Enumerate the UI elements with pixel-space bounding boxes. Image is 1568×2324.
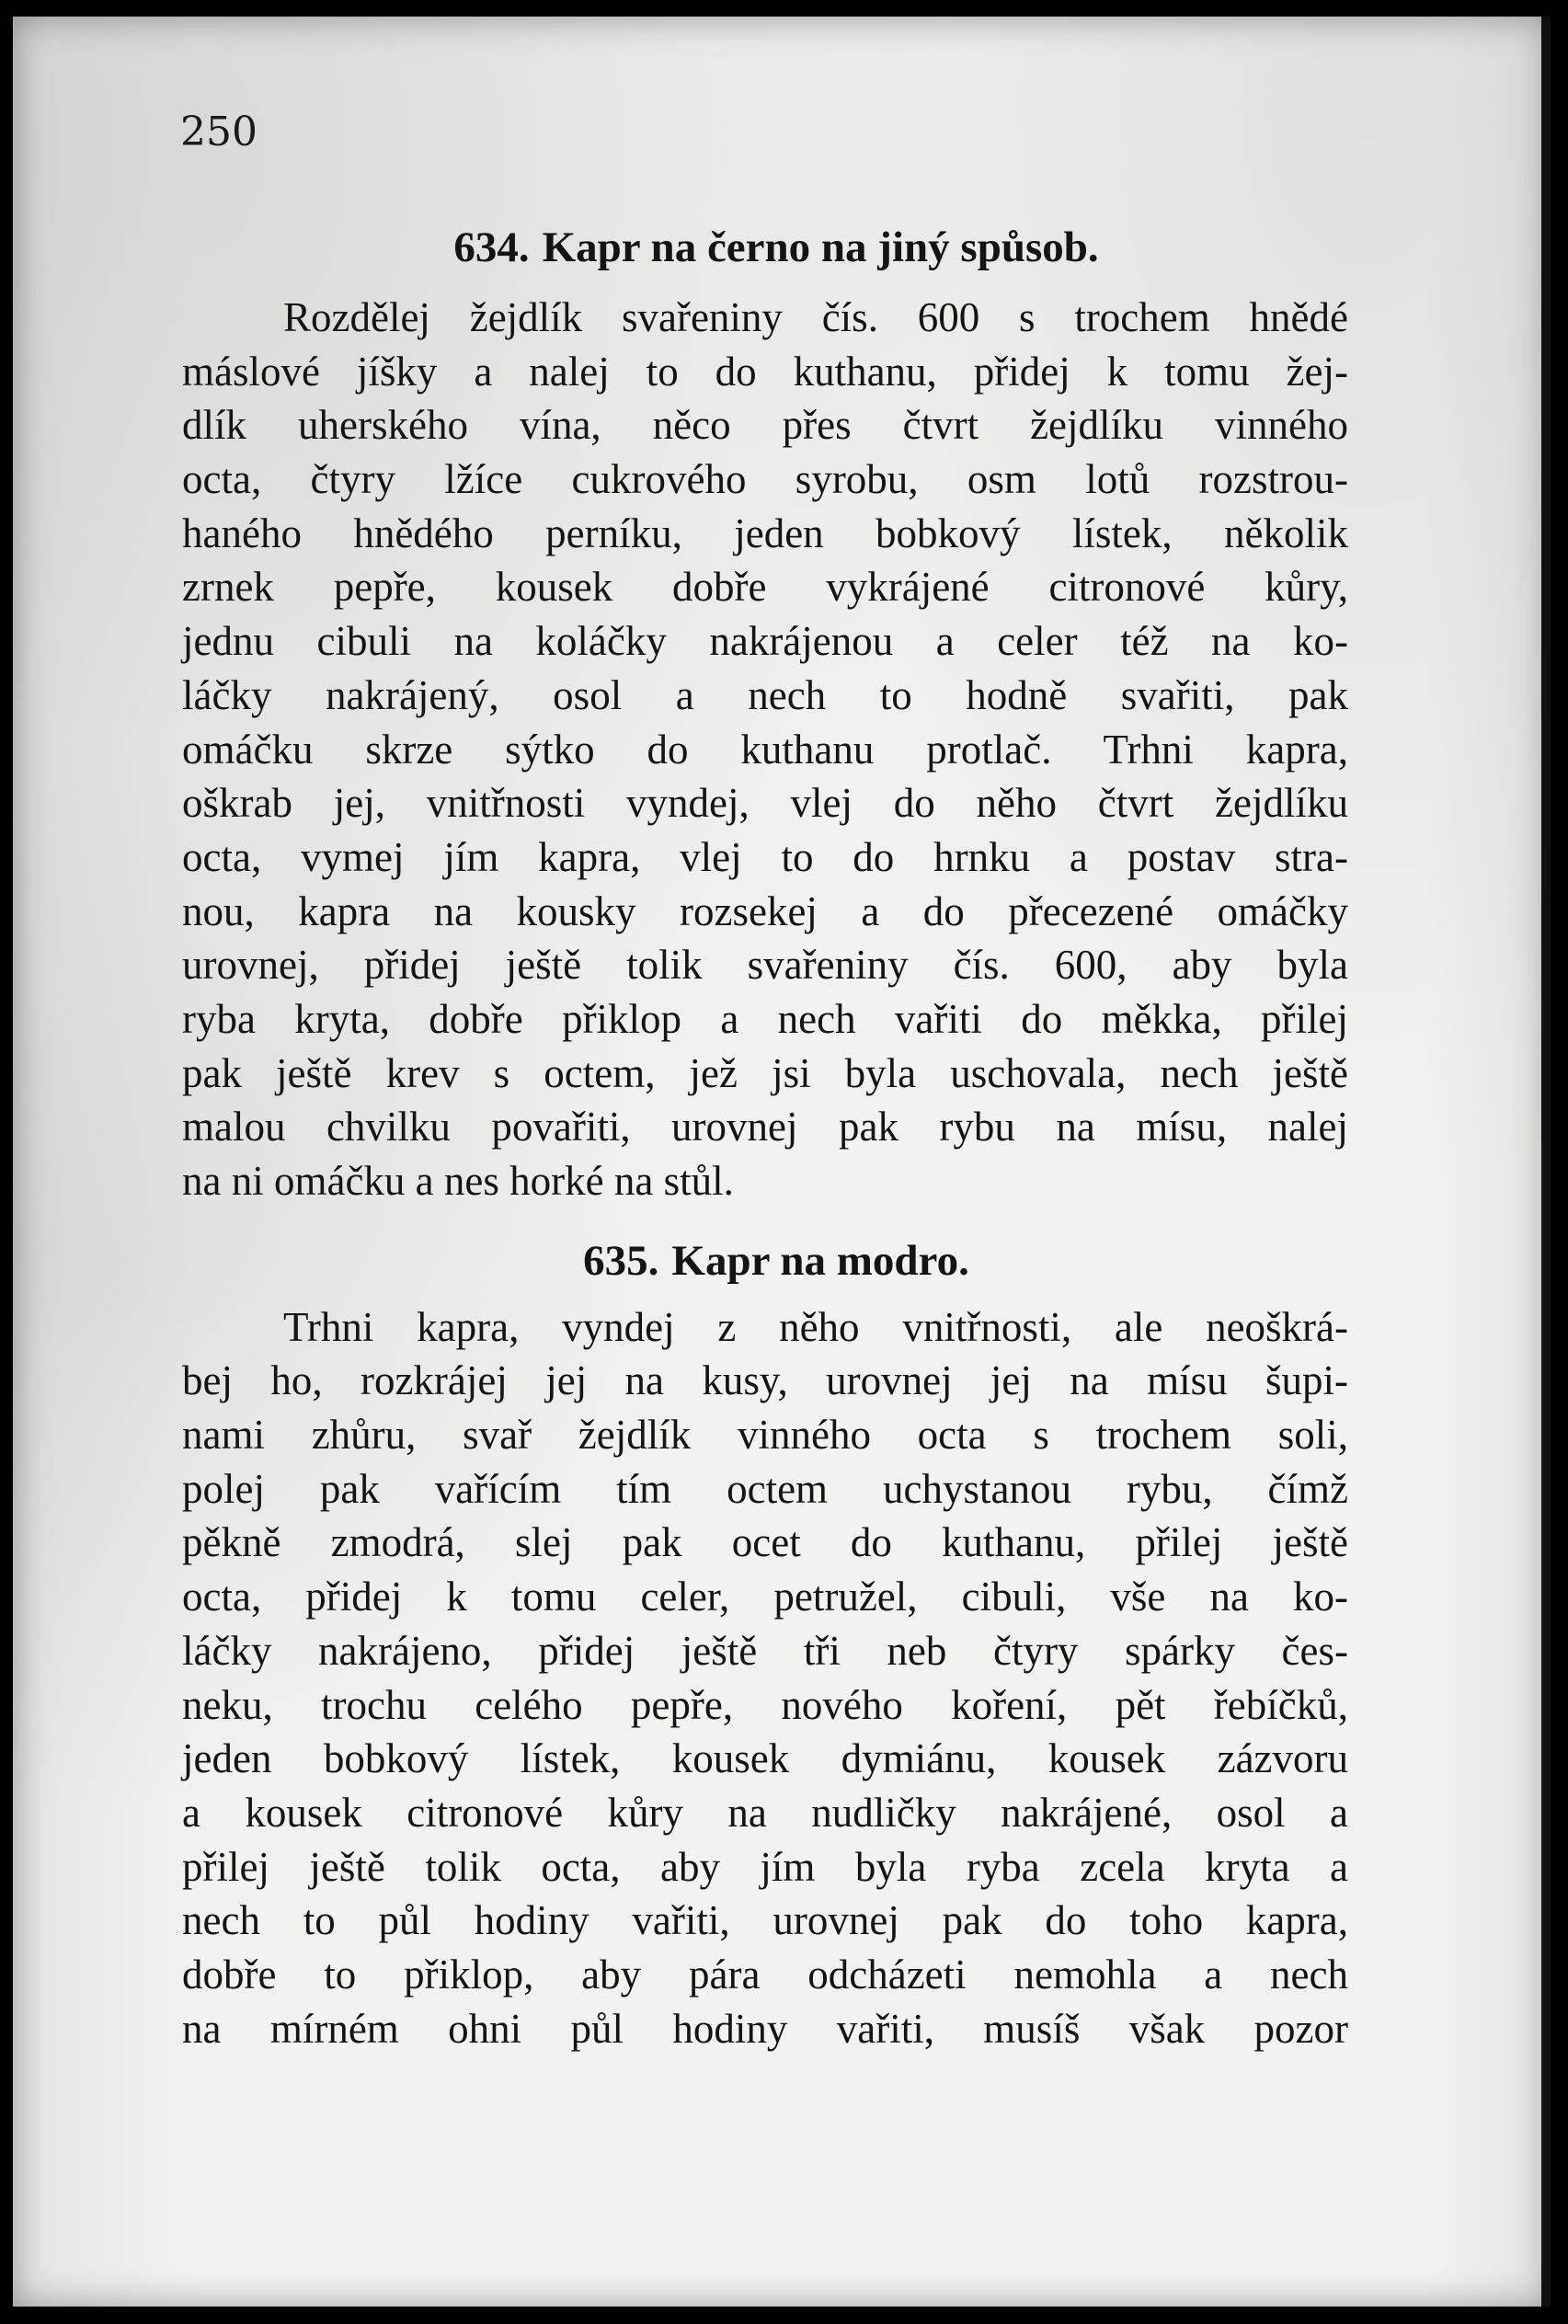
text-line: přilej ještě tolik octa, aby jím byla ryba zcela kryta a [182, 1843, 1348, 1890]
text-line: Trhni kapra, vyndej z něho vnitřnosti, ale neoškrá- [283, 1303, 1348, 1350]
recipe-title: Kapr na černo na jiný spůsob. [542, 223, 1099, 271]
text-line: a kousek citronové kůry na nudličky nakrájené, osol a [182, 1789, 1348, 1836]
text-line: dlík uherského vína, něco přes čtvrt žejdlíku vinného [182, 402, 1348, 449]
text-line: haného hnědého perníku, jeden bobkový lístek, několik [182, 509, 1348, 556]
text-line: polej pak vařícím tím octem uchystanou rybu, čímž [182, 1465, 1348, 1512]
text-line: na mírném ohni půl hodiny vařiti, musíš však pozor [182, 2005, 1348, 2052]
page-edge-shadow [1541, 17, 1551, 2307]
text-line: oškrab jej, vnitřnosti vyndej, vlej do něho čtvrt žejdlíku [182, 780, 1348, 827]
text-line: urovnej, přidej ještě tolik svařeniny čís. 600, aby byla [182, 942, 1348, 989]
page-text [182, 221, 1348, 2055]
text-line: jeden bobkový lístek, kousek dymiánu, kousek zázvoru [182, 1735, 1348, 1782]
recipe-title: Kapr na modro. [671, 1236, 969, 1285]
text-line: nech to půl hodiny vařiti, urovnej pak do toho kapra, [182, 1897, 1348, 1944]
text-line: Rozdělej žejdlík svařeniny čís. 600 s trochem hnědé [283, 294, 1348, 340]
text-line: láčky nakrájeno, přidej ještě tři neb čtyry spárky čes- [182, 1627, 1348, 1674]
text-line: omáčku skrze sýtko do kuthanu protlač. Trhni kapra, [182, 726, 1348, 773]
text-line: dobře to přiklop, aby pára odcházeti nemohla a nech [182, 1951, 1348, 1998]
text-line: octa, vymej jím kapra, vlej to do hrnku a postav stra- [182, 833, 1348, 880]
text-line: zrnek pepře, kousek dobře vykrájené citronové kůry, [182, 564, 1348, 611]
text-line: nou, kapra na kousky rozsekej a do přecezené omáčky [182, 887, 1348, 934]
text-line: malou chvilku povařiti, urovnej pak rybu na mísu, nalej [182, 1104, 1348, 1151]
recipe-body-634 [182, 291, 1348, 1208]
recipe-number: 635. [583, 1236, 659, 1285]
text-line: neku, trochu celého pepře, nového koření, pět řebíčků, [182, 1681, 1348, 1728]
recipe-number: 634. [453, 223, 530, 271]
text-line: pěkně zmodrá, slej pak ocet do kuthanu, přilej ještě [182, 1519, 1348, 1566]
text-line: octa, přidej k tomu celer, petružel, cibuli, vše na ko- [182, 1574, 1348, 1620]
text-line: jednu cibuli na koláčky nakrájenou a celer též na ko- [182, 618, 1348, 665]
page-number: 250 [180, 109, 258, 155]
recipe-heading-635 [182, 1234, 1348, 1288]
text-line: máslové jíšky a nalej to do kuthanu, přidej k tomu žej- [182, 348, 1348, 395]
recipe-heading-634 [182, 221, 1348, 274]
text-line: bej ho, rozkrájej jej na kusy, urovnej jej na mísu šupi- [182, 1357, 1348, 1404]
text-line: ryba kryta, dobře přiklop a nech vařiti do měkka, přilej [182, 995, 1348, 1042]
text-line: pak ještě krev s octem, jež jsi byla uschovala, nech ještě [182, 1049, 1348, 1096]
text-line: láčky nakrájený, osol a nech to hodně svařiti, pak [182, 671, 1348, 718]
text-line: na ni omáčku a nes horké na stůl. [182, 1158, 734, 1204]
text-line: octa, čtyry lžíce cukrového syrobu, osm lotů rozstrou- [182, 456, 1348, 503]
recipe-body-635 [182, 1300, 1348, 2056]
text-line: nami zhůru, svař žejdlík vinného octa s trochem soli, [182, 1412, 1348, 1459]
